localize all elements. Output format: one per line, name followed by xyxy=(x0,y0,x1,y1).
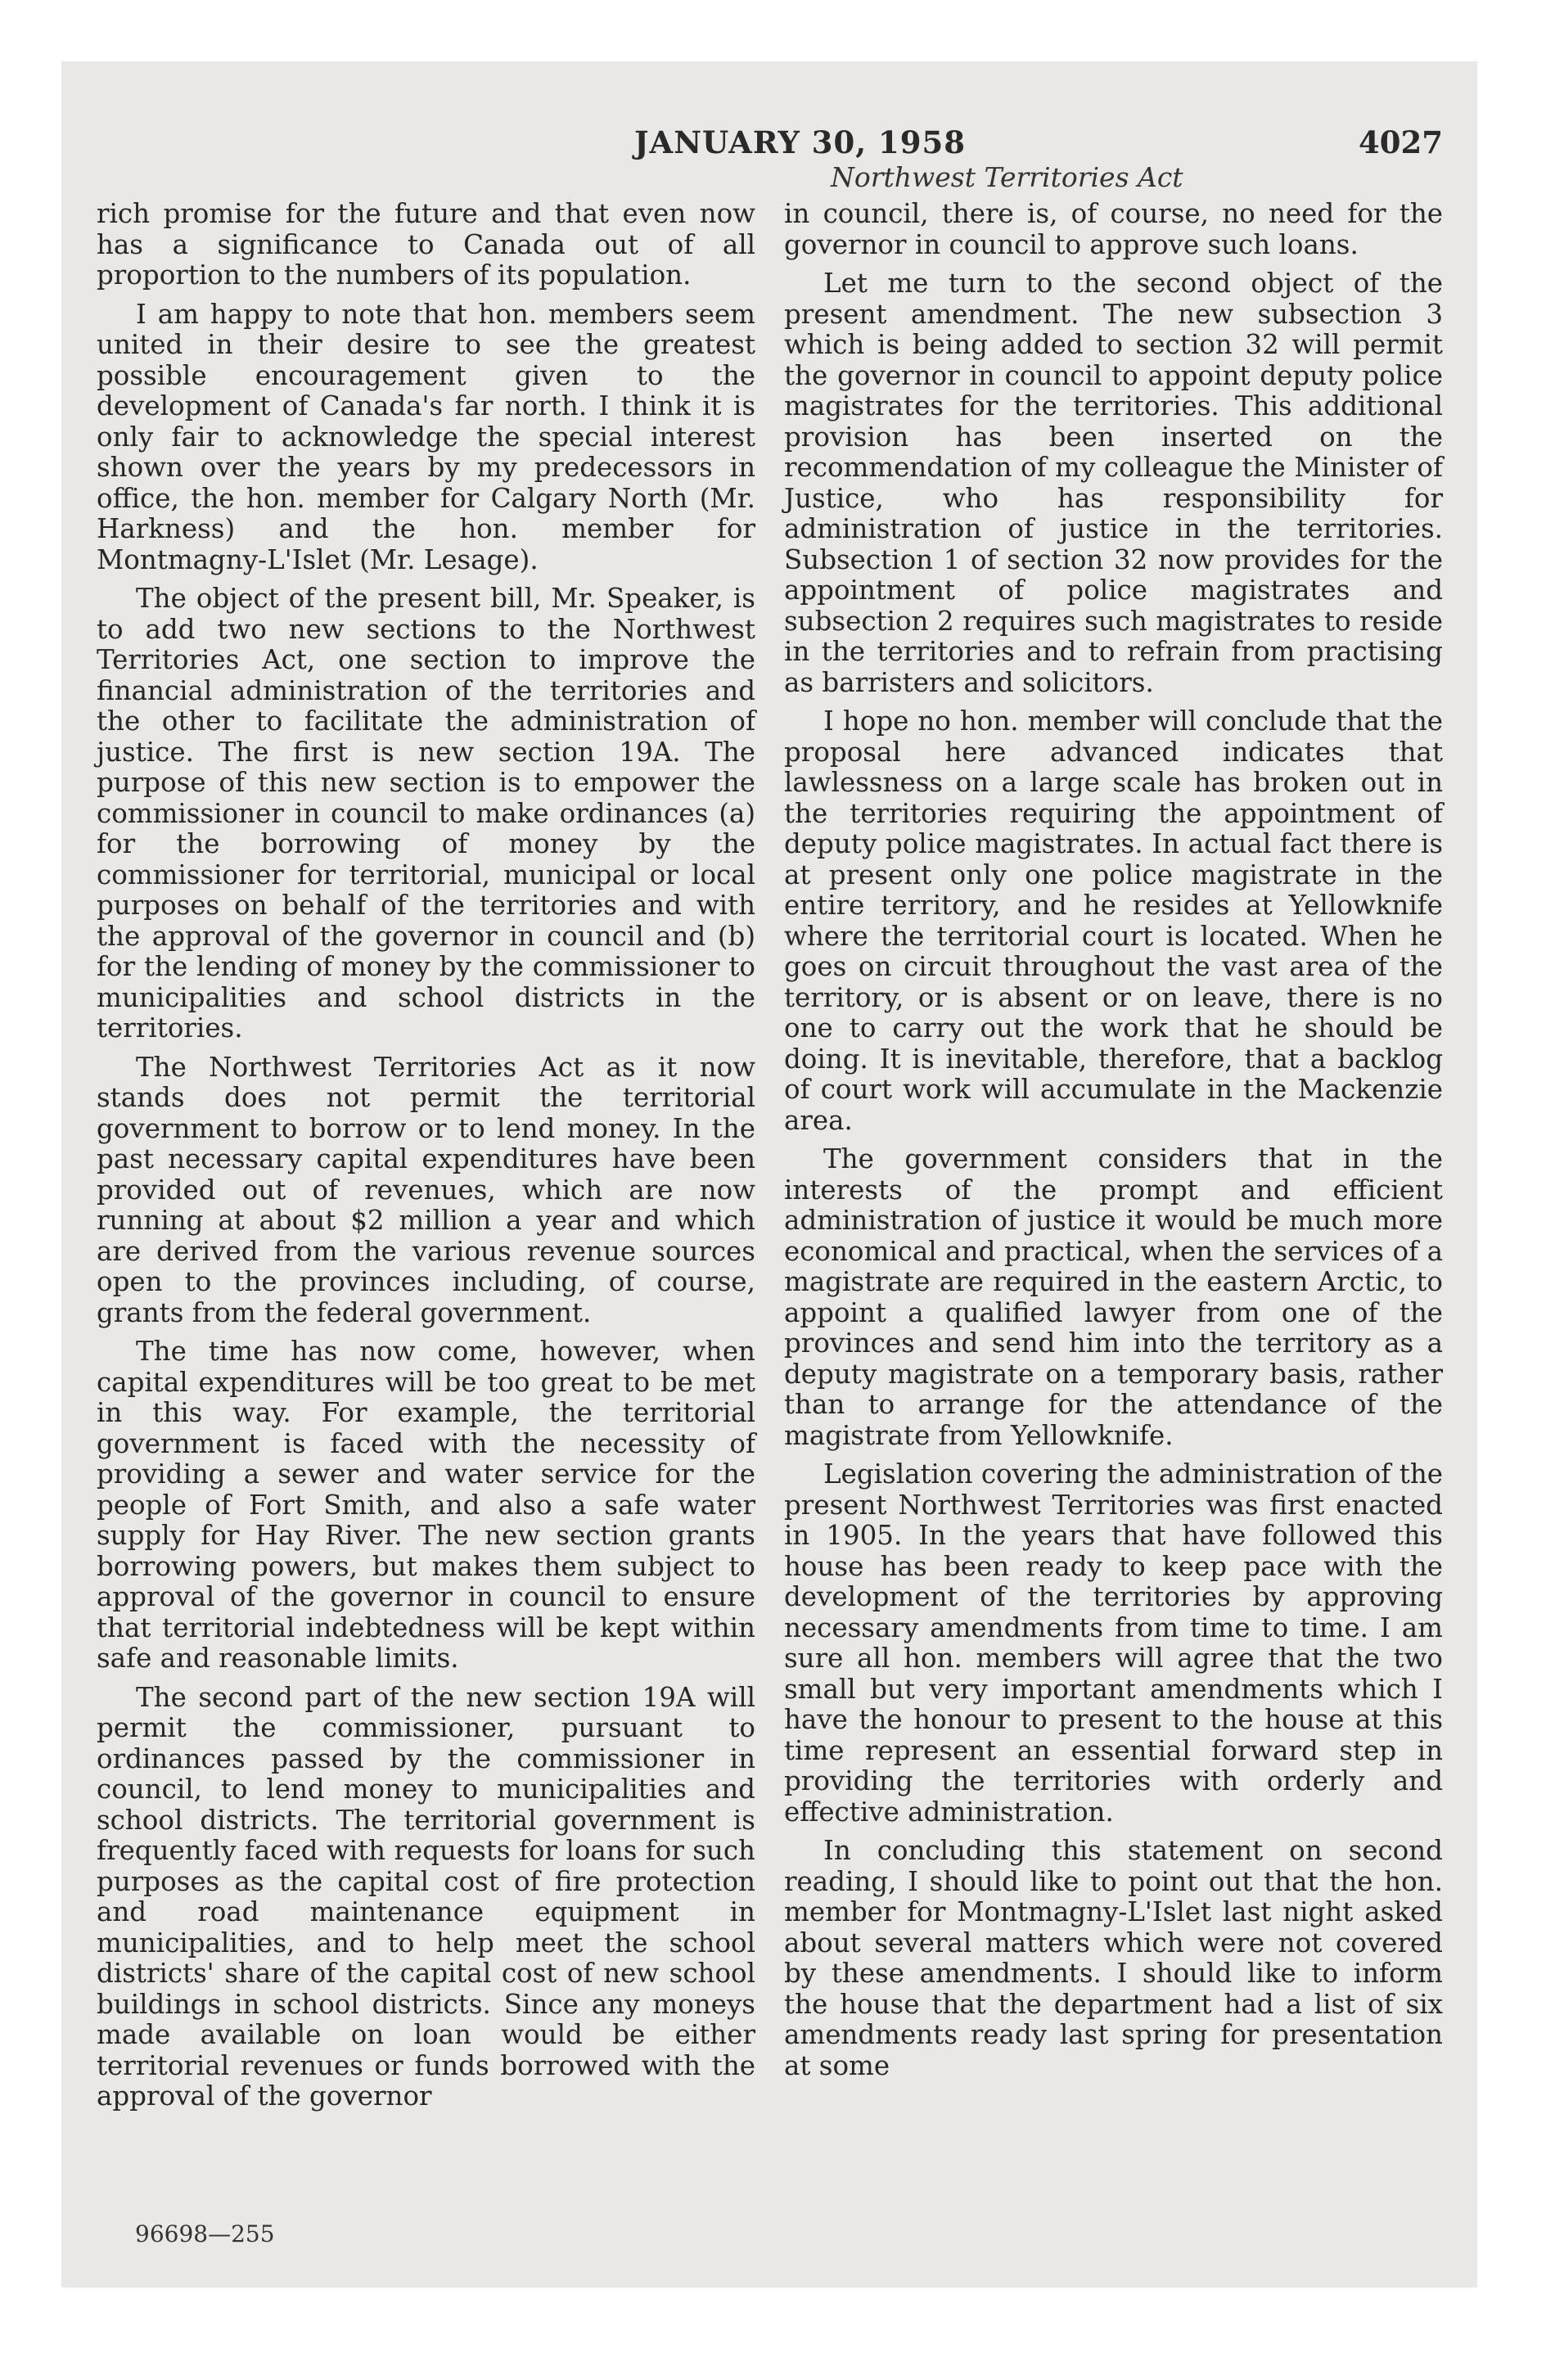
paragraph: in council, there is, of course, no need for the governor in council to approve such loans. xyxy=(784,198,1443,260)
paragraph: In concluding this statement on second reading, I should like to point out that the hon. member for Montmagny-L'Islet last night asked about several matters which were not covered by these amendments. I should like to inform the house that the department had a list of six amendments ready last spring for presentation at some xyxy=(784,1835,1443,2081)
paragraph: Legislation covering the administration of the present Northwest Territories was first enacted in 1905. In the years that have followed this house has been ready to keep pace with the development of the territories by approving necessary amendments from time to time. I am sure all hon. members will agree that the two small but very important amendments which I have the honour to present to the house at this time represent an essential forward step in providing the territories with orderly and effective administration. xyxy=(784,1458,1443,1828)
footer-print-code: 96698—255 xyxy=(135,2220,275,2247)
paragraph: The government considers that in the interests of the prompt and efficient administration of justice it would be much more economical and practical, when the services of a magistrate are required in the eastern Arctic, to appoint a qualified lawyer from one of the provinces and send him into the territory as a deputy magistrate on a temporary basis, rather than to arrange for the attendance of the magistrate from Yellowknife. xyxy=(784,1143,1443,1451)
left-column xyxy=(97,199,755,2121)
paragraph: The second part of the new section 19A will permit the commissioner, pursuant to ordinances passed by the commissioner in council, to lend money to municipalities and school districts. The territorial government is frequently faced with requests for loans for such purposes as the capital cost of fire protection and road maintenance equipment in municipalities, and to help meet the school districts' share of the capital cost of new school buildings in school districts. Since any moneys made available on loan would be either territorial revenues or funds borrowed with the approval of the governor xyxy=(97,1681,755,2112)
running-head: Northwest Territories Act xyxy=(831,161,1183,193)
paragraph: Let me turn to the second object of the present amendment. The new subsection 3 which is being added to section 32 will permit the governor in council to appoint deputy police magistrates for the territories. This additional provision has been inserted on the recommendation of my colleague the Minister of Justice, who has responsibility for administration of justice in the territories. Subsection 1 of section 32 now provides for the appointment of police magistrates and subsection 2 requires such magistrates to reside in the territories and to refrain from practising as barristers and solicitors. xyxy=(784,268,1443,698)
paragraph: The object of the present bill, Mr. Speaker, is to add two new sections to the Northwest Territories Act, one section to improve the financial administration of the territories and the other to facilitate the administration of justice. The first is new section 19A. The purpose of this new section is to empower the commissioner in council to make ordinances (a) for the borrowing of money by the commissioner for territorial, municipal or local purposes on behalf of the territories and with the approval of the governor in council and (b) for the lending of money by the commissioner to municipalities and school districts in the territories. xyxy=(97,583,755,1044)
page-date: JANUARY 30, 1958 xyxy=(634,124,967,160)
paragraph: I hope no hon. member will conclude that the proposal here advanced indicates that lawlessness on a large scale has broken out in the territories requiring the appointment of deputy police magistrates. In actual fact there is at present only one police magistrate in the entire territory, and he resides at Yellowknife where the territorial court is located. When he goes on circuit throughout the vast area of the territory, or is absent or on leave, there is no one to carry out the work that he should be doing. It is inevitable, therefore, that a backlog of court work will accumulate in the Mackenzie area. xyxy=(784,705,1443,1136)
paragraph: I am happy to note that hon. members seem united in their desire to see the greatest possible encouragement given to the development of Canada's far north. I think it is only fair to acknowledge the special interest shown over the years by my predecessors in office, the hon. member for Calgary North (Mr. Harkness) and the hon. member for Montmagny-L'Islet (Mr. Lesage). xyxy=(97,298,755,575)
paragraph: The Northwest Territories Act as it now stands does not permit the territorial government to borrow or to lend money. In the past necessary capital expenditures have been provided out of revenues, which are now running at about $2 million a year and which are derived from the various revenue sources open to the provinces including, of course, grants from the federal government. xyxy=(97,1051,755,1328)
paragraph: The time has now come, however, when capital expenditures will be too great to be met in this way. For example, the territorial government is faced with the necessity of providing a sewer and water service for the people of Fort Smith, and also a safe water supply for Hay River. The new section grants borrowing powers, but makes them subject to approval of the governor in council to ensure that territorial indebtedness will be kept within safe and reasonable limits. xyxy=(97,1336,755,1674)
paragraph: rich promise for the future and that even now has a significance to Canada out of all proportion to the numbers of its population. xyxy=(97,198,755,291)
page-number: 4027 xyxy=(1359,124,1443,160)
right-column xyxy=(784,199,1443,2089)
